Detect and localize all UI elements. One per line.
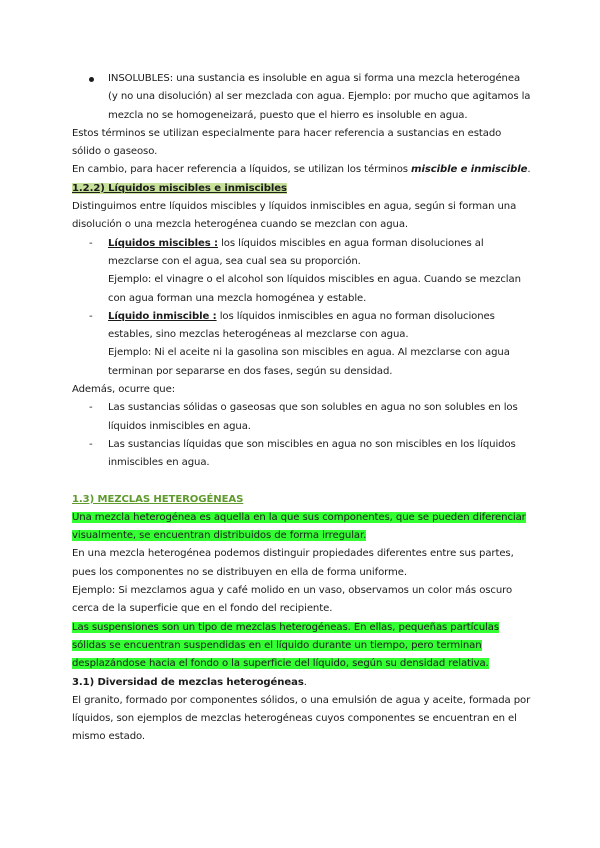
miscibles-example: Ejemplo: el vinagre o el alcohol son líquidos miscibles en agua. Cuando se mezclan con agua forman una mezcla homogénea y estable. xyxy=(108,274,521,304)
section-heading-122 xyxy=(72,180,532,198)
dash-bullet-icon: - xyxy=(89,310,93,322)
section-heading-13 xyxy=(72,491,532,509)
dash-bullet-icon: - xyxy=(89,438,93,450)
bullet-icon xyxy=(89,77,94,82)
inmiscible-example: Ejemplo: Ni el aceite ni la gasolina son miscibles en agua. Al mezclarse con agua terminan por separarse en dos fases, según su densidad. xyxy=(108,347,510,377)
document-body xyxy=(72,70,532,747)
paragraph-granito: El granito, formado por componentes sólidos, o una emulsión de agua y aceite, formada por líquidos, son ejemplos de mezclas heterogéneas cuyos componentes se encuentran en el mismo estado. xyxy=(72,694,531,743)
insolubles-rest: una sustancia es insoluble en agua si forma una mezcla heterogénea (y no una disolución) al ser mezclada con agua. Ejemplo: por mucho que agitamos la mezcla no se homogeneizará, puesto que el hierro es insoluble en agua. xyxy=(108,73,531,121)
liquids-italic-terms: miscible e inmiscible xyxy=(411,164,528,176)
inmiscible-text xyxy=(108,308,532,345)
list-item-ademas-1 xyxy=(72,399,532,436)
list-item-inmiscible xyxy=(72,308,532,381)
inmiscible-desc: los líquidos inmiscibles en agua no forman disoluciones estables, sino mezclas heterogéneas al mezclarse con agua. xyxy=(108,310,495,341)
miscibles-desc: los líquidos miscibles en agua forman disoluciones al mezclarse con el agua, sea cual sea su proporción. xyxy=(108,237,484,267)
paragraph-liquids xyxy=(72,161,532,179)
suspensions-highlight-text: Las suspensiones son un tipo de mezclas heterogéneas. En ellas, pequeñas partículas sólidas se encuentran suspendidas en el líquido durante un tiempo, pero terminan desplazándose hacia el fondo o la superficie del líquido, según su densidad relativa. xyxy=(72,621,499,670)
suspensions-highlight xyxy=(72,619,532,674)
list-item-miscibles xyxy=(72,235,532,308)
definition-highlight xyxy=(72,509,532,546)
paragraph-ademas: Además, ocurre que: xyxy=(72,384,175,396)
miscibles-term: Líquidos miscibles : xyxy=(108,237,218,249)
definition-highlight-text: Una mezcla heterogénea es aquella en la que sus componentes, que se pueden diferenciar visualmente, se encuentran distribuidos de forma irregular. xyxy=(72,511,526,542)
insolubles-lead: INSOLUBLES: xyxy=(108,73,174,84)
paragraph-props: En una mezcla heterogénea podemos distinguir propiedades diferentes entre sus partes, pues los componentes no se distribuyen en ella de forma uniforme. xyxy=(72,548,514,578)
liquids-end: . xyxy=(527,164,531,176)
ademas-item-text: Las sustancias sólidas o gaseosas que son solubles en agua no son solubles en los líquidos inmiscibles en agua. xyxy=(108,402,518,432)
list-item-insolubles xyxy=(72,70,532,125)
heading-122-text: 1.2.2) Líquidos miscibles e inmiscibles xyxy=(72,182,287,194)
miscibles-text xyxy=(108,235,532,272)
insolubles-text xyxy=(108,70,532,125)
section-heading-31 xyxy=(72,674,532,692)
liquids-text: En cambio, para hacer referencia a líquidos, se utilizan los términos xyxy=(72,164,412,176)
list-item-ademas-2 xyxy=(72,436,532,473)
paragraph-example: Ejemplo: Si mezclamos agua y café molido en un vaso, observamos un color más oscuro cerca de la superficie que en el fondo del recipiente. xyxy=(72,585,513,615)
inmiscible-term: Líquido inmiscible : xyxy=(108,310,217,322)
paragraph-distinguish: Distinguimos entre líquidos miscibles y líquidos inmiscibles en agua, según si forman una disolución o una mezcla heterogénea cuando se mezclan con agua. xyxy=(72,201,517,231)
spacer xyxy=(72,473,532,491)
heading-31-label: 3.1) Diversidad de mezclas heterogéneas xyxy=(72,676,304,688)
paragraph-terms: Estos términos se utilizan especialmente para hacer referencia a sustancias en estado sólido o gaseoso. xyxy=(72,127,502,158)
ademas-item-text: Las sustancias líquidas que son miscibles en agua no son miscibles en los líquidos inmiscibles en agua. xyxy=(108,438,516,469)
dash-bullet-icon: - xyxy=(89,237,93,249)
dash-bullet-icon: - xyxy=(89,402,93,414)
heading-13-text: 1.3) MEZCLAS HETEROGÉNEAS xyxy=(72,493,244,505)
heading-31-end: . xyxy=(303,676,307,688)
